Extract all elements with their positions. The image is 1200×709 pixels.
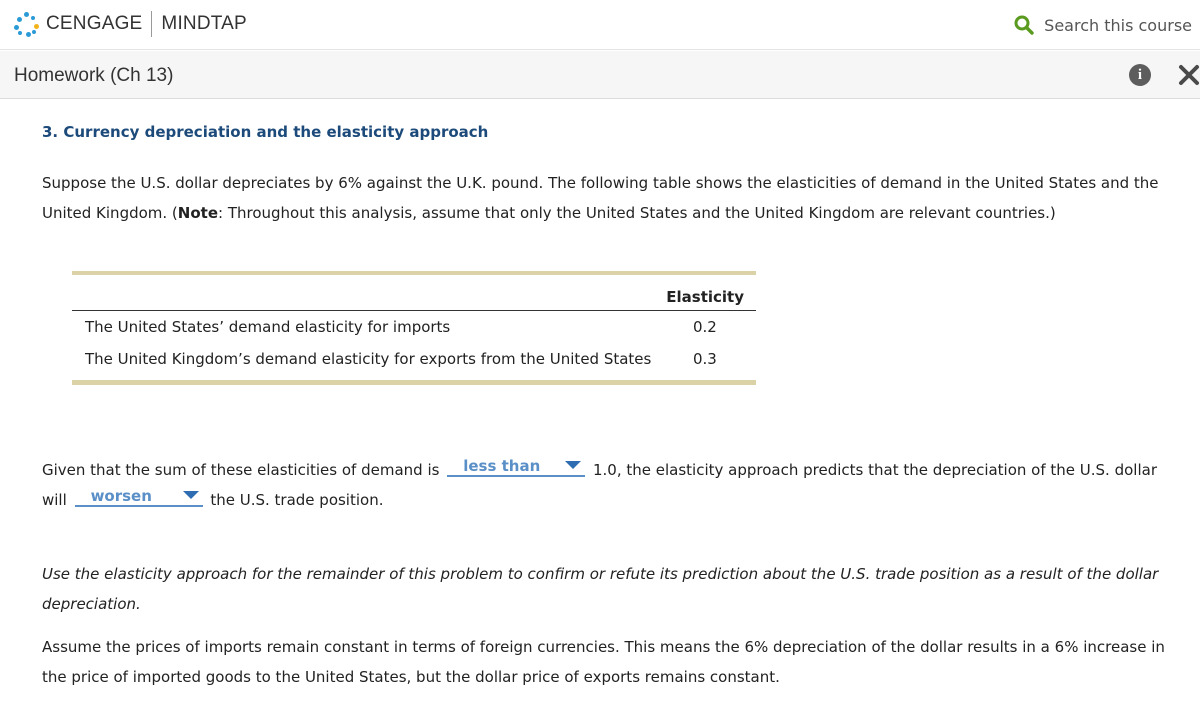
trade-effect-dropdown[interactable]	[75, 485, 203, 507]
column-header-elasticity: Elasticity	[666, 288, 744, 306]
search-label: Search this course	[1044, 15, 1192, 35]
assignment-title: Homework (Ch 13)	[14, 65, 174, 86]
row-value: 0.2	[693, 318, 717, 336]
close-icon[interactable]	[1177, 63, 1200, 87]
sum-comparison-dropdown[interactable]	[447, 455, 585, 477]
table-bottom-rule	[72, 380, 756, 385]
dropdown-selected-value: less than	[463, 457, 541, 475]
top-nav-bar	[0, 0, 1200, 50]
dropdown-selected-value: worsen	[90, 487, 152, 505]
assignment-header	[0, 51, 1200, 99]
assumption-paragraph: Assume the prices of imports remain constant in terms of foreign currencies. This means the 6% depreciation of the dollar results in a 6% increase in the price of imported goods to the United States, but the dollar price of exports remains constant.	[42, 638, 1165, 686]
instruction-italic: Use the elasticity approach for the remainder of this problem to confirm or refute its prediction about the U.S. trade position as a result of the dollar depreciation.	[42, 565, 1159, 613]
table-row	[72, 343, 756, 375]
chevron-down-icon	[183, 491, 199, 499]
info-icon[interactable]: i	[1129, 64, 1151, 86]
product-name: MINDTAP	[161, 13, 247, 34]
row-value: 0.3	[693, 350, 717, 368]
table-header	[72, 275, 756, 311]
search-icon	[1014, 15, 1034, 35]
answer-sentence-line-2: will worsen the U.S. trade position.	[42, 487, 384, 509]
table-row	[72, 311, 756, 343]
search-course-button[interactable]	[1014, 13, 1192, 37]
intro-line-2: United Kingdom. (Note: Throughout this analysis, assume that only the United States and the United Kingdom are relevant countries.)	[42, 204, 1056, 222]
cengage-logo-icon	[14, 11, 40, 37]
answer-sentence-line-1: Given that the sum of these elasticities of demand is less than 1.0, the elasticity approach predicts that the depreciation of the U.S. dollar	[42, 457, 1157, 479]
cengage-logo[interactable]	[14, 11, 247, 37]
row-label: The United States’ demand elasticity for imports	[85, 318, 451, 336]
intro-line-1: Suppose the U.S. dollar depreciates by 6% against the U.K. pound. The following table shows the elasticities of demand in the United States and the	[42, 174, 1159, 192]
brand-divider	[151, 11, 152, 37]
question-title: 3. Currency depreciation and the elasticity approach	[42, 123, 489, 141]
elasticity-table	[72, 271, 756, 375]
row-label: The United Kingdom’s demand elasticity for exports from the United States	[85, 350, 652, 368]
note-label: Note	[177, 204, 218, 222]
brand-name: CENGAGE	[46, 13, 143, 34]
chevron-down-icon	[565, 461, 581, 469]
question-intro	[42, 168, 1167, 228]
